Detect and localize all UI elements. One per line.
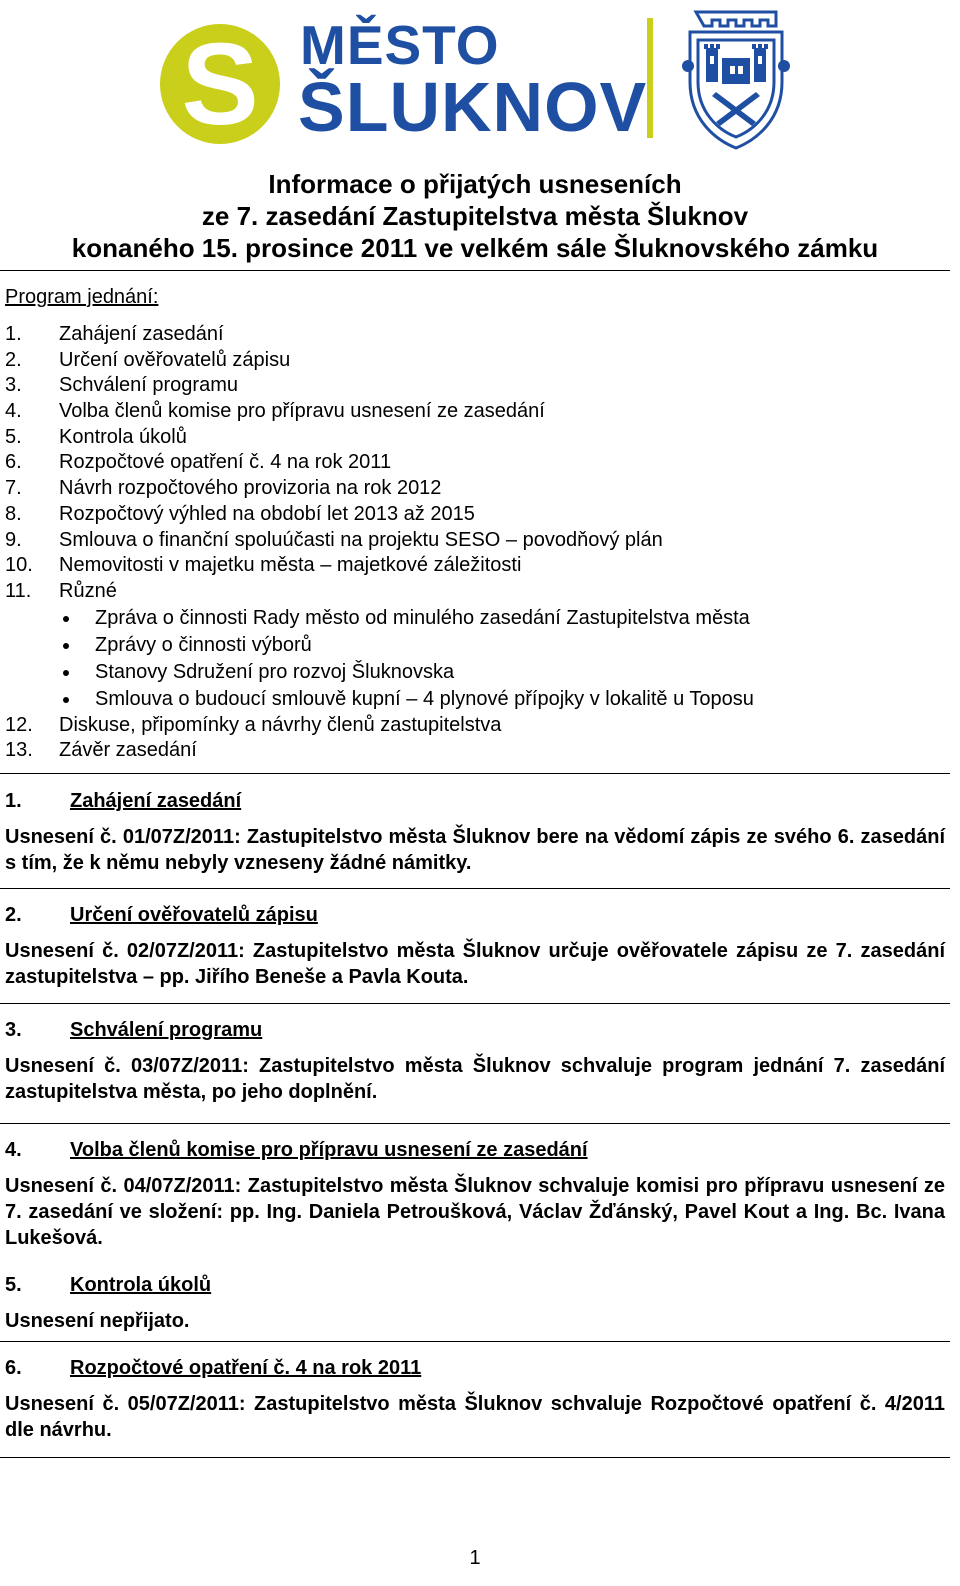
title-line-1: Informace o přijatých usneseních: [268, 169, 682, 199]
resolution-text: Usnesení nepřijato.: [5, 1310, 190, 1332]
program-item: [5, 450, 945, 476]
program-item-number: 3.: [5, 374, 22, 397]
program-item: [5, 348, 945, 374]
resolution-text: Usnesení č. 01/07Z/2011: Zastupitelstvo města Šluknov bere na vědomí zápis ze svého 6. zasedání s tím, že k němu nebyly vzneseny žádné námitky.: [5, 826, 945, 874]
divider: [0, 1341, 950, 1342]
section-number: 2.: [5, 904, 22, 926]
resolution-section: [5, 1017, 945, 1105]
program-item-number: 10.: [5, 554, 33, 577]
program-item: [5, 476, 945, 502]
program-item-label: Schválení programu: [59, 374, 238, 397]
program-sub-items: [5, 605, 945, 713]
divider: [0, 888, 950, 889]
program-sub-item-label: Smlouva o budoucí smlouvě kupní – 4 plynové přípojky v lokalitě u Toposu: [95, 687, 754, 710]
section-heading: [5, 788, 945, 814]
section-number: 6.: [5, 1357, 22, 1379]
resolution-section: [5, 788, 945, 876]
brand-line-sluknov: ŠLUKNOV: [298, 68, 648, 146]
program-item-label: Určení ověřovatelů zápisu: [59, 348, 291, 371]
program-item-number: 11.: [5, 579, 32, 602]
resolution-text: Usnesení č. 02/07Z/2011: Zastupitelstvo města Šluknov určuje ověřovatele zápisu ze 7. zasedání zastupitelstva – pp. Jiřího Beneše a Pavla Kouta.: [5, 940, 945, 988]
program-item: [5, 399, 945, 425]
section-heading: [5, 1017, 945, 1043]
program-item: [5, 579, 945, 605]
resolution-text: Usnesení č. 03/07Z/2011: Zastupitelstvo města Šluknov schvaluje program jednání 7. zasedání zastupitelstva města, po jeho doplnění.: [5, 1055, 945, 1103]
resolution-section: [5, 1137, 945, 1251]
section-title: Určení ověřovatelů zápisu: [70, 904, 318, 926]
section-heading: [5, 902, 945, 928]
resolution-section: [5, 1355, 945, 1443]
program-item-number: 4.: [5, 400, 22, 423]
program-item-number: 1.: [5, 323, 22, 345]
program-sub-item: [5, 632, 945, 659]
program-item-number: 2.: [5, 348, 22, 371]
program-item-number: 13.: [5, 739, 33, 762]
bullet-icon: [63, 643, 69, 649]
divider: [0, 1457, 950, 1458]
program-item: [5, 713, 945, 739]
brand-line-mesto: MĚSTO: [300, 14, 500, 76]
program-item-label: Volba členů komise pro přípravu usnesení ze zasedání: [59, 400, 545, 423]
section-number: 5.: [5, 1274, 22, 1296]
program-item-label: Různé: [59, 579, 117, 602]
program-item: [5, 738, 945, 764]
page-header: [0, 0, 960, 165]
program-sub-item-label: Stanovy Sdružení pro rozvoj Šluknovska: [95, 660, 455, 683]
program-item-number: 6.: [5, 451, 22, 474]
program-item-number: 12.: [5, 713, 33, 736]
program-item-label: Smlouva o finanční spoluúčasti na projektu SESO – povodňový plán: [59, 528, 663, 551]
resolution-text: Usnesení č. 04/07Z/2011: Zastupitelstvo města Šluknov schvaluje komisi pro přípravu usnesení ze 7. zasedání ve složení: pp. Ing. Daniela Petroušková, Václav Žďánský, Pavel Kout a Ing. Bc. Ivana Lukešová.: [5, 1175, 945, 1249]
divider: [0, 1003, 950, 1004]
section-title: Volba členů komise pro přípravu usnesení ze zasedání: [70, 1139, 588, 1161]
page-number: 1: [469, 1547, 481, 1569]
program-item-number: 5.: [5, 425, 22, 448]
program-item-label: Kontrola úkolů: [59, 425, 187, 448]
bullet-icon: [63, 616, 69, 622]
bullet-icon: [63, 697, 69, 703]
bullet-icon: [63, 670, 69, 676]
program-item-label: Zahájení zasedání: [59, 323, 224, 345]
divider: [0, 773, 950, 774]
section-title: Zahájení zasedání: [70, 790, 242, 812]
section-heading: [5, 1137, 945, 1163]
program-item: [5, 553, 945, 579]
resolution-text: Usnesení č. 05/07Z/2011: Zastupitelstvo města Šluknov schvaluje Rozpočtové opatření č. 4/2011 dle návrhu.: [5, 1393, 945, 1441]
program-sub-item-label: Zpráva o činnosti Rady město od minulého zasedání Zastupitelstva města: [95, 606, 750, 629]
title-line-3: konaného 15. prosince 2011 ve velkém sále Šluknovského zámku: [71, 233, 879, 263]
program-item: [5, 425, 945, 451]
program-item-number: 7.: [5, 477, 22, 500]
program-item-label: Rozpočtový výhled na období let 2013 až 2015: [59, 502, 475, 525]
city-logo-letter: S: [181, 19, 259, 149]
section-number: 4.: [5, 1139, 22, 1161]
program-list: [5, 322, 945, 764]
program-sub-item: [5, 605, 945, 632]
section-number: 3.: [5, 1019, 22, 1041]
section-heading: [5, 1355, 945, 1381]
section-heading: [5, 1272, 945, 1298]
program-items: [5, 322, 945, 605]
section-number: 1.: [5, 790, 22, 812]
program-item-label: Návrh rozpočtového provizoria na rok 2012: [59, 477, 442, 500]
title-line-2: ze 7. zasedání Zastupitelstva města Šluknov: [201, 201, 749, 231]
program-heading: Program jednání:: [5, 286, 159, 308]
resolution-section: [5, 1272, 945, 1334]
program-items-after: [5, 713, 945, 764]
program-sub-item: [5, 686, 945, 713]
section-title: Rozpočtové opatření č. 4 na rok 2011: [70, 1357, 422, 1379]
program-item: [5, 322, 945, 348]
document-title: [0, 168, 950, 264]
coat-of-arms-icon: [676, 6, 796, 152]
program-sub-item: [5, 659, 945, 686]
program-sub-item-label: Zprávy o činnosti výborů: [95, 633, 312, 656]
brand-divider: [647, 18, 653, 138]
resolution-section: [5, 902, 945, 990]
divider: [0, 270, 950, 271]
section-title: Kontrola úkolů: [70, 1274, 212, 1296]
program-item-label: Závěr zasedání: [59, 739, 197, 762]
program-item-label: Diskuse, připomínky a návrhy členů zastupitelstva: [59, 713, 502, 736]
program-item: [5, 502, 945, 528]
section-title: Schválení programu: [70, 1019, 263, 1041]
program-item-label: Rozpočtové opatření č. 4 na rok 2011: [59, 451, 392, 474]
program-item: [5, 528, 945, 554]
program-item-number: 8.: [5, 502, 22, 525]
program-item-number: 9.: [5, 528, 22, 551]
divider: [0, 1123, 950, 1124]
program-item-label: Nemovitosti v majetku města – majetkové záležitosti: [59, 554, 522, 577]
program-item: [5, 373, 945, 399]
